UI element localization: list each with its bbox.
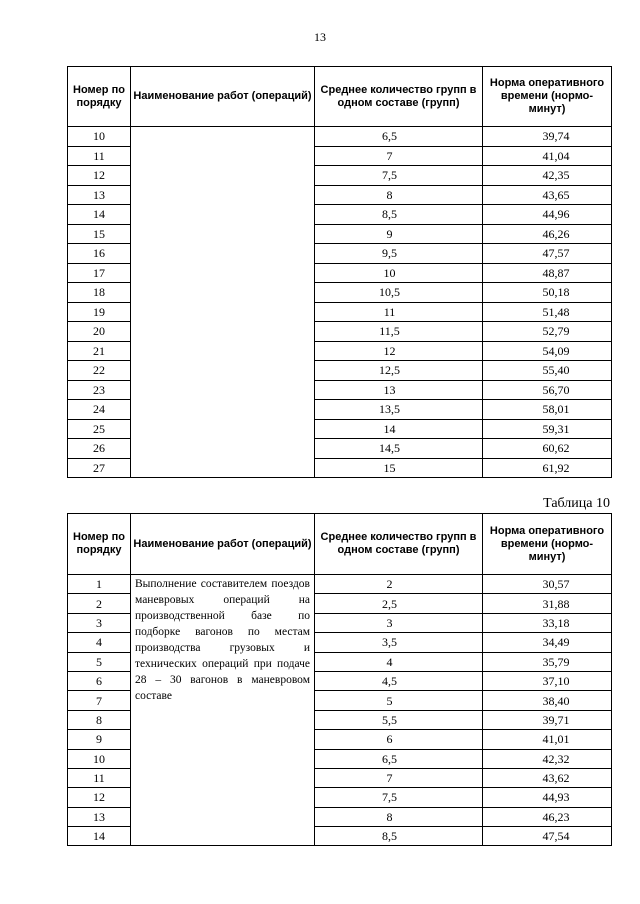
norm-time-cell: 46,23 <box>483 807 612 826</box>
average-groups-cell: 6,5 <box>315 127 483 147</box>
average-groups-cell: 6,5 <box>315 749 483 768</box>
row-number-cell: 14 <box>68 205 131 225</box>
row-number-cell: 11 <box>68 768 131 787</box>
row-number-cell: 10 <box>68 749 131 768</box>
row-number-cell: 22 <box>68 361 131 381</box>
row-number-cell: 11 <box>68 146 131 166</box>
row-number-cell: 6 <box>68 671 131 690</box>
row-number-cell: 5 <box>68 652 131 671</box>
norm-time-cell: 44,96 <box>483 205 612 225</box>
row-number-cell: 7 <box>68 691 131 710</box>
average-groups-cell: 8 <box>315 185 483 205</box>
row-number-cell: 15 <box>68 224 131 244</box>
average-groups-cell: 7,5 <box>315 788 483 807</box>
norm-time-cell: 48,87 <box>483 263 612 283</box>
norm-time-cell: 35,79 <box>483 652 612 671</box>
table-header-row <box>68 67 612 127</box>
average-groups-cell: 9,5 <box>315 244 483 264</box>
average-groups-cell: 3,5 <box>315 633 483 652</box>
norm-time-cell: 47,57 <box>483 244 612 264</box>
average-groups-cell: 4 <box>315 652 483 671</box>
norm-time-cell: 34,49 <box>483 633 612 652</box>
norm-time-cell: 31,88 <box>483 594 612 613</box>
norm-time-cell: 38,40 <box>483 691 612 710</box>
header-average-groups: Среднее количество групп в одном составе (групп) <box>315 514 483 575</box>
row-number-cell: 21 <box>68 341 131 361</box>
norm-time-cell: 56,70 <box>483 380 612 400</box>
norm-time-cell: 39,71 <box>483 710 612 729</box>
table-caption: Таблица 10 <box>543 496 610 511</box>
average-groups-cell: 9 <box>315 224 483 244</box>
norm-time-cell: 46,26 <box>483 224 612 244</box>
row-number-cell: 2 <box>68 594 131 613</box>
norm-time-cell: 44,93 <box>483 788 612 807</box>
row-number-cell: 9 <box>68 730 131 749</box>
average-groups-cell: 5,5 <box>315 710 483 729</box>
header-average-groups: Среднее количество групп в одном составе (групп) <box>315 67 483 127</box>
average-groups-cell: 14 <box>315 419 483 439</box>
norm-time-cell: 39,74 <box>483 127 612 147</box>
average-groups-cell: 8,5 <box>315 205 483 225</box>
average-groups-cell: 6 <box>315 730 483 749</box>
row-number-cell: 20 <box>68 322 131 342</box>
norm-table-10 <box>67 513 612 846</box>
norm-time-cell: 42,32 <box>483 749 612 768</box>
average-groups-cell: 5 <box>315 691 483 710</box>
norm-time-cell: 52,79 <box>483 322 612 342</box>
average-groups-cell: 7 <box>315 146 483 166</box>
average-groups-cell: 2,5 <box>315 594 483 613</box>
header-number: Номер по порядку <box>68 67 131 127</box>
norm-time-cell: 50,18 <box>483 283 612 303</box>
row-number-cell: 24 <box>68 400 131 420</box>
norm-time-cell: 43,62 <box>483 768 612 787</box>
row-number-cell: 14 <box>68 827 131 846</box>
average-groups-cell: 12,5 <box>315 361 483 381</box>
norm-time-cell: 37,10 <box>483 671 612 690</box>
average-groups-cell: 8 <box>315 807 483 826</box>
norm-time-cell: 43,65 <box>483 185 612 205</box>
header-operation-name: Наименование работ (операций) <box>131 67 315 127</box>
table-header-row <box>68 514 612 575</box>
row-number-cell: 26 <box>68 439 131 459</box>
header-norm-time: Норма оперативного времени (нормо-минут) <box>483 514 612 575</box>
average-groups-cell: 10 <box>315 263 483 283</box>
average-groups-cell: 10,5 <box>315 283 483 303</box>
operation-description-cell: Выполнение составителем поездов маневровых операций на производственной базе по подборке вагонов по местам производства грузовых и технических операций при подаче 28 – 30 вагонов в маневровом составе <box>131 575 315 846</box>
average-groups-cell: 13 <box>315 380 483 400</box>
average-groups-cell: 12 <box>315 341 483 361</box>
norm-time-cell: 61,92 <box>483 458 612 478</box>
average-groups-cell: 7 <box>315 768 483 787</box>
row-number-cell: 18 <box>68 283 131 303</box>
row-number-cell: 3 <box>68 613 131 632</box>
norm-time-cell: 59,31 <box>483 419 612 439</box>
row-number-cell: 16 <box>68 244 131 264</box>
average-groups-cell: 8,5 <box>315 827 483 846</box>
row-number-cell: 8 <box>68 710 131 729</box>
norm-time-cell: 42,35 <box>483 166 612 186</box>
norm-time-cell: 58,01 <box>483 400 612 420</box>
norm-table-continued <box>67 66 612 478</box>
norm-time-cell: 60,62 <box>483 439 612 459</box>
row-number-cell: 17 <box>68 263 131 283</box>
row-number-cell: 10 <box>68 127 131 147</box>
average-groups-cell: 11,5 <box>315 322 483 342</box>
operation-description-cell <box>131 127 315 478</box>
row-number-cell: 1 <box>68 575 131 594</box>
average-groups-cell: 2 <box>315 575 483 594</box>
row-number-cell: 12 <box>68 788 131 807</box>
norm-time-cell: 47,54 <box>483 827 612 846</box>
row-number-cell: 25 <box>68 419 131 439</box>
row-number-cell: 23 <box>68 380 131 400</box>
average-groups-cell: 13,5 <box>315 400 483 420</box>
header-operation-name: Наименование работ (операций) <box>131 514 315 575</box>
norm-time-cell: 30,57 <box>483 575 612 594</box>
row-number-cell: 4 <box>68 633 131 652</box>
row-number-cell: 13 <box>68 185 131 205</box>
average-groups-cell: 3 <box>315 613 483 632</box>
row-number-cell: 12 <box>68 166 131 186</box>
norm-time-cell: 41,04 <box>483 146 612 166</box>
table-row <box>68 575 612 594</box>
row-number-cell: 13 <box>68 807 131 826</box>
norm-time-cell: 33,18 <box>483 613 612 632</box>
average-groups-cell: 11 <box>315 302 483 322</box>
header-number: Номер по порядку <box>68 514 131 575</box>
table-row <box>68 127 612 147</box>
average-groups-cell: 14,5 <box>315 439 483 459</box>
norm-time-cell: 54,09 <box>483 341 612 361</box>
row-number-cell: 27 <box>68 458 131 478</box>
average-groups-cell: 4,5 <box>315 671 483 690</box>
norm-time-cell: 55,40 <box>483 361 612 381</box>
norm-time-cell: 41,01 <box>483 730 612 749</box>
average-groups-cell: 15 <box>315 458 483 478</box>
header-norm-time: Норма оперативного времени (нормо-минут) <box>483 67 612 127</box>
page-number: 13 <box>314 30 326 44</box>
norm-time-cell: 51,48 <box>483 302 612 322</box>
average-groups-cell: 7,5 <box>315 166 483 186</box>
row-number-cell: 19 <box>68 302 131 322</box>
